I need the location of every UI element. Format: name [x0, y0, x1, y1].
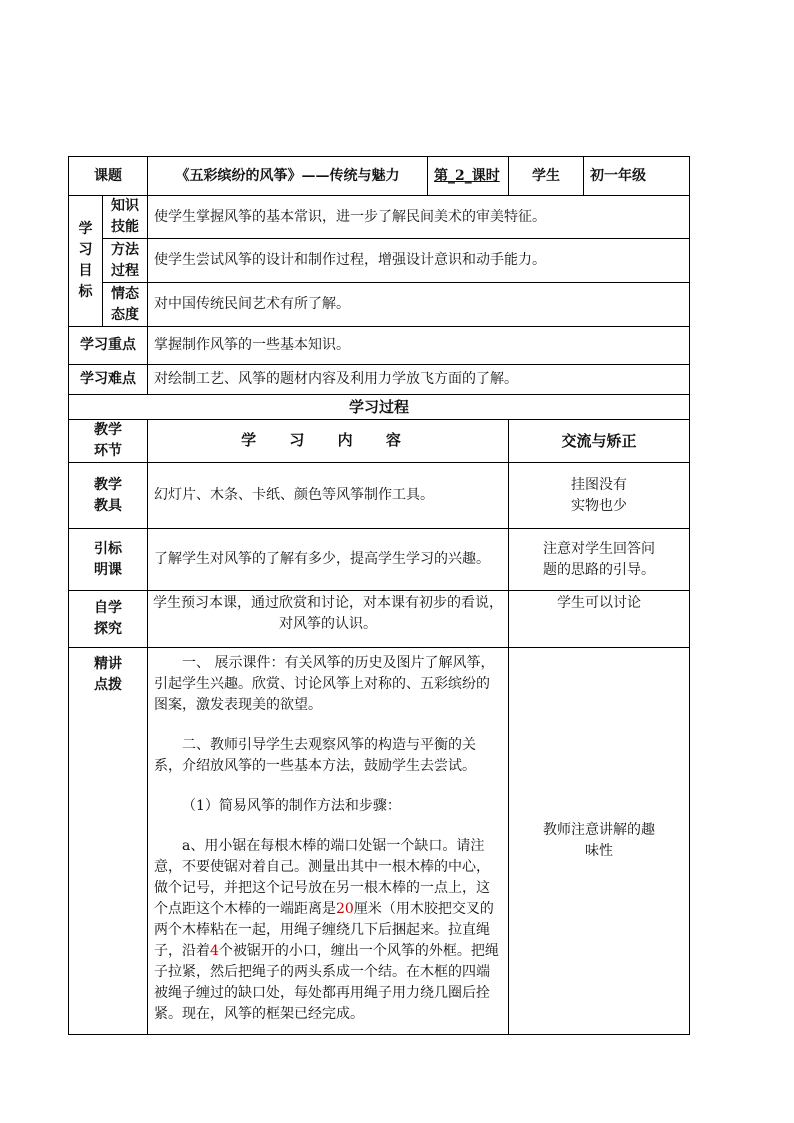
process-title-row	[69, 395, 690, 420]
lecture-paragraph	[154, 836, 502, 1025]
lecture-text: 厘米（用木胶把交叉的两个木棒粘在一起，用绳子缠绕几下后捆起来。拉直绳子，沿着	[154, 901, 494, 959]
objective-row-knowledge	[69, 196, 690, 239]
stage-feedback-line: 教师注意讲解的趣	[543, 822, 655, 838]
objective-label-line: 知识	[111, 198, 139, 214]
objective-label-line: 技能	[111, 219, 139, 235]
stage-feedback-line: 题的思路的引导。	[543, 561, 655, 578]
stage-label-line: 点拨	[94, 677, 122, 693]
stage-label-line: 引标	[94, 540, 122, 557]
feedback-header: 交流与矫正	[509, 420, 690, 463]
stage-label-line: 自学	[94, 600, 122, 616]
objectives-char: 习	[78, 242, 93, 258]
content-header	[148, 420, 509, 463]
difficulty-label: 学习难点	[69, 365, 148, 395]
stage-label	[69, 529, 148, 591]
stage-label	[69, 591, 148, 648]
objectives-char: 目	[78, 263, 93, 279]
key-point-text: 掌握制作风筝的一些基本知识。	[148, 327, 690, 365]
objective-label	[103, 239, 148, 283]
stage-feedback-line: 实物也少	[571, 497, 627, 514]
topic-label: 课题	[69, 157, 148, 196]
process-title: 学习过程	[69, 395, 690, 420]
stage-content: 幻灯片、木条、卡纸、颜色等风筝制作工具。	[148, 463, 509, 529]
objectives-char: 标	[78, 284, 93, 300]
grade-value: 初一年级	[584, 157, 690, 196]
stage-content-line: 对风筝的认识。	[279, 616, 377, 632]
objective-label	[103, 196, 148, 239]
objectives-group-label	[69, 196, 103, 327]
stage-label-line: 探究	[94, 621, 122, 637]
stage-header-line: 环节	[94, 443, 122, 459]
objective-label-line: 方法	[111, 241, 139, 258]
lesson-number	[428, 157, 509, 196]
process-header-row	[69, 420, 690, 463]
objective-text: 使学生掌握风筝的基本常识，进一步了解民间美术的审美特征。	[148, 196, 690, 239]
stage-label	[69, 648, 148, 1035]
objective-label-line: 态度	[111, 306, 139, 323]
objective-label	[103, 283, 148, 327]
stage-label-line: 教具	[94, 497, 122, 514]
stage-feedback-line: 味性	[585, 843, 613, 859]
topic-title: 《五彩缤纷的风筝》——传统与魅力	[148, 157, 428, 196]
lecture-content	[148, 648, 509, 1035]
difficulty-row	[69, 365, 690, 395]
lecture-paragraph: （1）简易风筝的制作方法和步骤：	[182, 798, 401, 814]
stage-header-line: 教学	[94, 422, 122, 438]
lesson-plan-table	[68, 156, 690, 1035]
lecture-number: 4	[210, 943, 219, 959]
stage-header	[69, 420, 148, 463]
stage-label-line: 明课	[94, 561, 122, 578]
stage-label-line: 教学	[94, 476, 122, 493]
stage-row-lecture	[69, 648, 690, 1035]
lesson-number-text: 第_2_课时	[434, 167, 500, 184]
stage-row-tools	[69, 463, 690, 529]
objective-row-method	[69, 239, 690, 283]
stage-feedback	[509, 529, 690, 591]
lecture-text: 个被锯开的小口，缠出一个风筝的外框。把绳子拉紧，然后把绳子的两头系成一个结。在木框的四端被绳子缠过的缺口处，每处都再用绳子用力绕几圈后拴紧。现在，风筝的框架已经完成。	[154, 943, 499, 1022]
stage-feedback: 学生可以讨论	[509, 591, 690, 648]
student-label: 学生	[509, 157, 584, 196]
objective-label-line: 过程	[111, 262, 139, 279]
key-point-label: 学习重点	[69, 327, 148, 365]
stage-feedback	[509, 463, 690, 529]
stage-label-line: 精讲	[94, 656, 122, 672]
lecture-paragraph: 二、教师引导学生去观察风筝的构造与平衡的关系，介绍放风筝的一些基本方法，鼓励学生去尝试。	[154, 737, 476, 774]
lecture-paragraph: 一、 展示课件：有关风筝的历史及图片了解风筝，引起学生兴趣。欣赏、讨论风筝上对称的、五彩缤纷的图案，激发表现美的欲望。	[154, 655, 495, 713]
stage-feedback	[509, 648, 690, 1035]
objective-text: 对中国传统民间艺术有所了解。	[148, 283, 690, 327]
stage-row-self-study	[69, 591, 690, 648]
stage-label	[69, 463, 148, 529]
stage-row-intro	[69, 529, 690, 591]
stage-feedback-line: 挂图没有	[571, 476, 627, 493]
content-header-text: 学 习 内 容	[241, 431, 415, 449]
objectives-char: 学	[78, 221, 93, 237]
lecture-text: a、用小锯在每根木棒的端口处锯一个缺口。请注意，不要使锯对着自己。测量出其中一根木棒的中心，做个记号，并把这个记号放在另一根木棒的一点上，这个点距这个木棒的一端距离是	[154, 838, 490, 917]
difficulty-text: 对绘制工艺、风筝的题材内容及利用力学放飞方面的了解。	[148, 365, 690, 395]
stage-feedback-line: 注意对学生回答问	[543, 540, 655, 557]
objective-row-attitude	[69, 283, 690, 327]
stage-content-line: 学生预习本课，通过欣赏和讨论，对本课有初步的看说，	[153, 595, 503, 611]
key-point-row	[69, 327, 690, 365]
stage-content: 了解学生对风筝的了解有多少，提高学生学习的兴趣。	[148, 529, 509, 591]
stage-content	[148, 591, 509, 648]
objective-label-line: 情态	[111, 285, 139, 302]
objective-text: 使学生尝试风筝的设计和制作过程，增强设计意识和动手能力。	[148, 239, 690, 283]
lecture-number: 20	[336, 901, 354, 917]
header-row	[69, 157, 690, 196]
